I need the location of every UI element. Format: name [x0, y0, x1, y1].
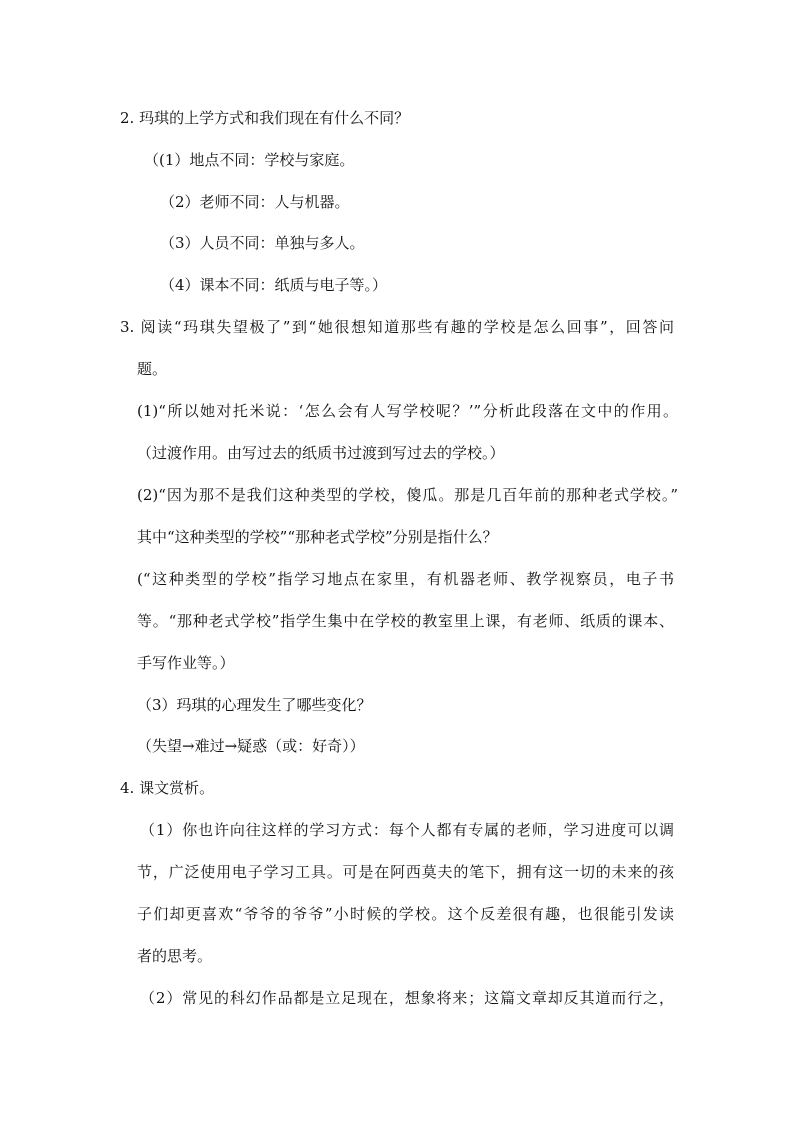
- q3-sub2-question-line-1: (2)“因为那不是我们这种类型的学校，傻瓜。那是几百年前的那种老式学校。”: [137, 486, 678, 504]
- q3-sub2-answer-line-2: 等。“那种老式学校”指学生集中在学校的教室里上课，有老师、纸质的课本、: [137, 612, 674, 630]
- q4-paragraph-1-line-4: 者的思考。: [137, 947, 213, 965]
- q4-paragraph-1-line-1: （1）你也许向往这样的学习方式：每个人都有专属的老师，学习进度可以调: [140, 821, 674, 839]
- q3-heading-line-2: 题。: [137, 360, 168, 378]
- q3-sub1-question: (1)“所以她对托米说：‘怎么会有人写学校呢？’”分析此段落在文中的作用。: [137, 402, 678, 420]
- q2-item-2: （2）老师不同：人与机器。: [160, 193, 350, 211]
- q4-paragraph-2-line-1: （2）常见的科幻作品都是立足现在，想象将来；这篇文章却反其道而行之，: [140, 989, 674, 1007]
- q2-item-1: （(1）地点不同：学校与家庭。: [144, 151, 355, 169]
- q4-heading: 4. 课文赏析。: [120, 779, 215, 797]
- q3-sub1-answer: （过渡作用。由写过去的纸质书过渡到写过去的学校。）: [137, 444, 505, 462]
- q2-item-3: （3）人员不同：单独与多人。: [160, 234, 365, 252]
- q3-sub3-answer: （失望→难过→疑惑（或：好奇））: [137, 737, 365, 755]
- q3-sub2-answer-line-1: (“这种类型的学校”指学习地点在家里，有机器老师、教学视察员，电子书: [137, 570, 674, 588]
- q3-sub2-question-line-2: 其中“这种类型的学校”“那种老式学校”分别是指什么？: [137, 528, 498, 546]
- q3-sub3-question: （3）玛琪的心理发生了哪些变化？: [137, 696, 372, 714]
- q2-item-4: （4）课本不同：纸质与电子等。）: [160, 276, 388, 294]
- q3-heading-line-1: 3. 阅读“玛琪失望极了”到“她很想知道那些有趣的学校是怎么回事”，回答问: [120, 318, 674, 336]
- q3-sub2-answer-line-3: 手写作业等。）: [137, 654, 235, 672]
- q4-paragraph-1-line-3: 子们却更喜欢“爷爷的爷爷”小时候的学校。这个反差很有趣，也很能引发读: [137, 905, 674, 923]
- q4-paragraph-1-line-2: 节，广泛使用电子学习工具。可是在阿西莫夫的笔下，拥有这一切的未来的孩: [137, 863, 674, 881]
- q2-heading: 2. 玛琪的上学方式和我们现在有什么不同？: [120, 109, 410, 127]
